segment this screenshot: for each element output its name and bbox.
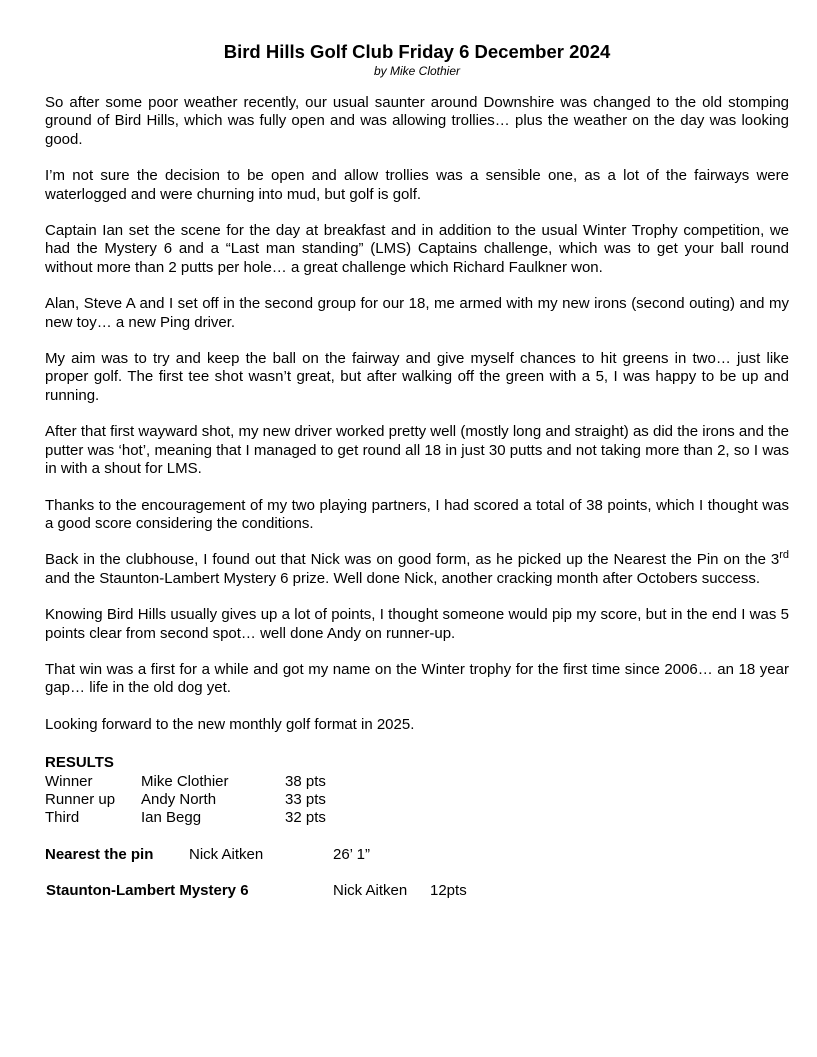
paragraph-text: and the Staunton-Lambert Mystery 6 prize. Well done Nick, another cracking month after Octobers success. [45,569,761,587]
nearest-the-pin-name: Nick Aitken [189,845,264,863]
result-name: Ian Begg [141,809,202,827]
result-points: 38 pts [285,772,326,790]
paragraph: So after some poor weather recently, our usual saunter around Downshire was changed to the old stomping ground of Bird Hills, which was fully open and was allowing trollies… plus the weather on the day was looking good. [45,94,789,148]
paragraph: I’m not sure the decision to be open and allow trollies was a sensible one, as a lot of the fairways were waterlogged and were churning into mud, but golf is golf. [45,167,789,203]
paragraph: Alan, Steve A and I set off in the second group for our 18, me armed with my new irons (second outing) and my new toy… a new Ping driver. [45,295,789,331]
paragraph: Captain Ian set the scene for the day at breakfast and in addition to the usual Winter Trophy competition, we had the Mystery 6 and a “Last man standing” (LMS) Captains challenge, which was to get your ball round without more than 2 putts per hole… a great challenge which Richard Faulkner won. [45,222,789,276]
ordinal-suffix: rd [779,549,789,562]
results-row [45,809,789,827]
paragraph: After that first wayward shot, my new driver worked pretty well (mostly long and straight) as did the irons and the putter was ‘hot’, meaning that I managed to get round all 18 in just 30 putts and not taking more than 2, so I was in with a shout for LMS. [45,423,789,478]
result-name: Mike Clothier [141,772,229,790]
paragraph: My aim was to try and keep the ball on the fairway and give myself chances to hit greens in two… just like proper golf. The first tee shot wasn’t great, but after walking off the green with a 5, I was happy to be up and running. [45,350,789,404]
paragraph: That win was a first for a while and got my name on the Winter trophy for the first time since 2006… an 18 year gap… life in the old dog yet. [45,660,789,697]
paragraph: Thanks to the encouragement of my two playing partners, I had scored a total of 38 points, which I thought was a good score considering the conditions. [45,496,789,532]
byline: by Mike Clothier [373,64,461,78]
page-title: Bird Hills Golf Club Friday 6 December 2024 [223,41,611,62]
paragraph: Knowing Bird Hills usually gives up a lot of points, I thought someone would pip my score, but in the end I was 5 points clear from second spot… well done Andy on runner-up. [45,606,789,642]
mystery-6-points: 12pts [430,882,467,900]
paragraph-text: Back in the clubhouse, I found out that Nick was on good form, as he picked up the Nearest the Pin on the 3 [45,551,780,569]
mystery-6-label: Staunton-Lambert Mystery 6 [46,882,249,900]
result-place: Winner [45,772,93,790]
nearest-the-pin-row [45,846,789,864]
results-table [45,773,789,828]
paragraph [45,551,789,588]
results-row [45,773,789,791]
result-name: Andy North [141,790,217,808]
results-heading: RESULTS [45,754,114,772]
paragraph: Looking forward to the new monthly golf format in 2025. [45,715,415,733]
nearest-the-pin-label: Nearest the pin [45,845,154,863]
result-place: Runner up [45,790,116,808]
nearest-the-pin-distance: 26’ 1” [333,845,370,863]
mystery-6-name: Nick Aitken [333,882,408,900]
mystery-6-row [45,882,789,900]
results-row [45,791,789,809]
article [45,40,789,901]
result-points: 33 pts [285,790,326,808]
result-points: 32 pts [285,809,326,827]
result-place: Third [45,809,80,827]
